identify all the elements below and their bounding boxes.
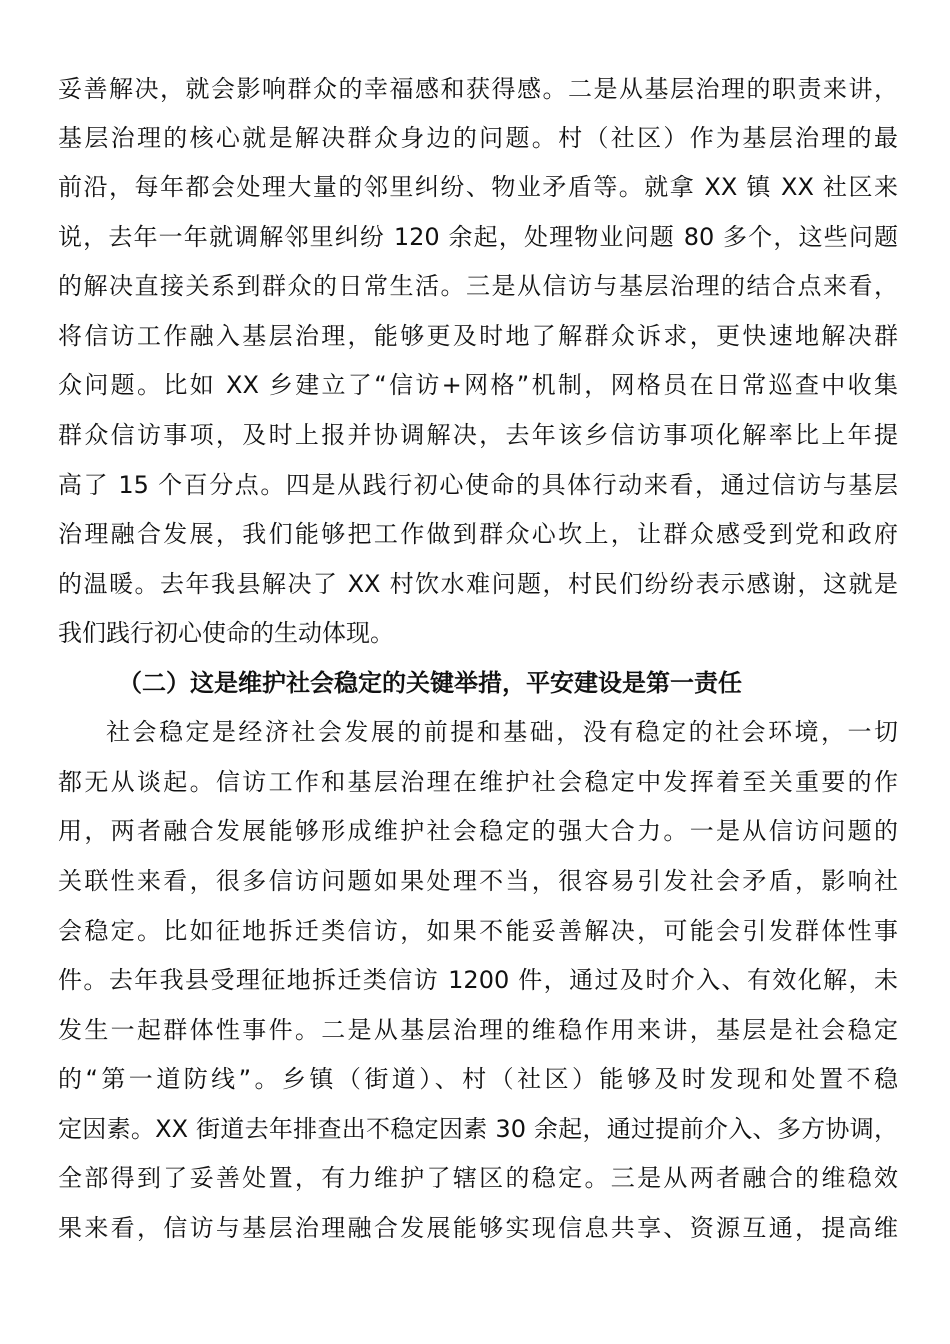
text-line: 前沿，每年都会处理大量的邻里纠纷、物业矛盾等。就拿 XX 镇 XX 社区来 (58, 173, 898, 201)
text-line: 众问题。比如 XX 乡建立了“信访+网格”机制，网格员在日常巡查中收集 (58, 371, 898, 399)
text-line: 件。去年我县受理征地拆迁类信访 1200 件，通过及时介入、有效化解，未 (58, 966, 898, 994)
text-line: 将信访工作融入基层治理，能够更及时地了解群众诉求，更快速地解决群 (58, 322, 898, 350)
text-line: 妥善解决，就会影响群众的幸福感和获得感。二是从基层治理的职责来讲， (58, 75, 898, 103)
text-line: 的“第一道防线”。乡镇（街道）、村（社区）能够及时发现和处置不稳 (58, 1065, 898, 1093)
text-line: 会稳定。比如征地拆迁类信访，如果不能妥善解决，可能会引发群体性事 (58, 917, 898, 945)
text-line: 都无从谈起。信访工作和基层治理在维护社会稳定中发挥着至关重要的作 (58, 768, 898, 796)
section-heading: （二）这是维护社会稳定的关键举措，平安建设是第一责任 (118, 669, 742, 697)
text-line: 高了 15 个百分点。四是从践行初心使命的具体行动来看，通过信访与基层 (58, 471, 898, 499)
text-line: 我们践行初心使命的生动体现。 (58, 619, 394, 647)
text-line: 果来看，信访与基层治理融合发展能够实现信息共享、资源互通，提高维 (58, 1214, 898, 1242)
text-line: 的温暖。去年我县解决了 XX 村饮水难问题，村民们纷纷表示感谢，这就是 (58, 570, 898, 598)
text-line: 基层治理的核心就是解决群众身边的问题。村（社区）作为基层治理的最 (58, 124, 898, 152)
text-line: 的解决直接关系到群众的日常生活。三是从信访与基层治理的结合点来看， (58, 272, 898, 300)
text-line: 用，两者融合发展能够形成维护社会稳定的强大合力。一是从信访问题的 (58, 817, 898, 845)
text-line: 定因素。XX 街道去年排查出不稳定因素 30 余起，通过提前介入、多方协调， (58, 1115, 898, 1143)
text-line: 说，去年一年就调解邻里纠纷 120 余起，处理物业问题 80 多个，这些问题 (58, 223, 898, 251)
text-line: 关联性来看，很多信访问题如果处理不当，很容易引发社会矛盾，影响社 (58, 867, 898, 895)
text-line: 社会稳定是经济社会发展的前提和基础，没有稳定的社会环境，一切 (106, 718, 898, 746)
text-line: 群众信访事项，及时上报并协调解决，去年该乡信访事项化解率比上年提 (58, 421, 898, 449)
text-line: 治理融合发展，我们能够把工作做到群众心坎上，让群众感受到党和政府 (58, 520, 898, 548)
text-line: 发生一起群体性事件。二是从基层治理的维稳作用来讲，基层是社会稳定 (58, 1016, 898, 1044)
text-line: 全部得到了妥善处置，有力维护了辖区的稳定。三是从两者融合的维稳效 (58, 1164, 898, 1192)
